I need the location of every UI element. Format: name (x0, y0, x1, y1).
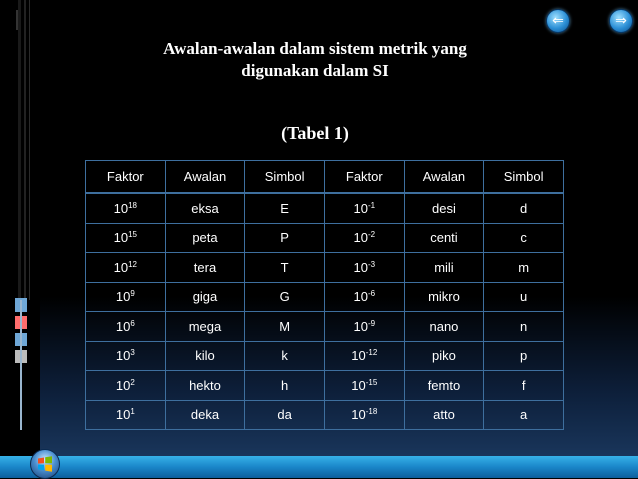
factor-cell: $10^9$ (86, 282, 166, 312)
symbol-cell: a (484, 400, 564, 430)
symbol-cell: P (245, 223, 325, 253)
table-row (86, 371, 564, 401)
prefix-cell: mikro (404, 282, 484, 312)
header-symbol-2: Simbol (484, 161, 564, 194)
header-factor-1: Faktor (86, 161, 166, 194)
table-row (86, 341, 564, 371)
prefix-cell: centi (404, 223, 484, 253)
header-symbol-1: Simbol (245, 161, 325, 194)
taskbar (0, 456, 638, 478)
factor-cell: $10^2$ (86, 371, 166, 401)
prefix-cell: mega (165, 312, 245, 342)
slide-title (110, 38, 520, 82)
table-row (86, 253, 564, 283)
factor-cell: $10^{15}$ (86, 223, 166, 253)
symbol-cell: p (484, 341, 564, 371)
table-caption: (Tabel 1) (281, 123, 349, 143)
symbol-cell: M (245, 312, 325, 342)
table-row (86, 282, 564, 312)
symbol-cell: E (245, 193, 325, 223)
slide-title-line1: Awalan-awalan dalam sistem metrik yang (163, 39, 467, 58)
symbol-cell: G (245, 282, 325, 312)
prefix-cell: eksa (165, 193, 245, 223)
symbol-cell: n (484, 312, 564, 342)
prefix-cell: mili (404, 253, 484, 283)
factor-cell: $10^{18}$ (86, 193, 166, 223)
table-row (86, 312, 564, 342)
factor-cell: $10^3$ (86, 341, 166, 371)
factor-cell: $10^{-6}$ (324, 282, 404, 312)
factor-cell: $10^{-3}$ (324, 253, 404, 283)
prefix-cell: deka (165, 400, 245, 430)
symbol-cell: h (245, 371, 325, 401)
prefix-cell: piko (404, 341, 484, 371)
prefix-cell: femto (404, 371, 484, 401)
table-row (86, 400, 564, 430)
prefix-cell: nano (404, 312, 484, 342)
prefix-cell: peta (165, 223, 245, 253)
factor-cell: $10^{-1}$ (324, 193, 404, 223)
metric-prefix-table (85, 160, 564, 430)
start-button[interactable] (30, 449, 60, 479)
prefix-cell: tera (165, 253, 245, 283)
decorative-left-bars (0, 0, 40, 478)
prev-slide-icon: ⇐ (552, 13, 564, 29)
factor-cell: $10^{-2}$ (324, 223, 404, 253)
prefix-cell: atto (404, 400, 484, 430)
factor-cell: $10^{-15}$ (324, 371, 404, 401)
next-slide-button[interactable] (609, 9, 633, 33)
table-body (86, 193, 564, 430)
symbol-cell: m (484, 253, 564, 283)
next-slide-icon: ⇒ (615, 13, 627, 29)
header-factor-2: Faktor (324, 161, 404, 194)
symbol-cell: T (245, 253, 325, 283)
prefix-cell: kilo (165, 341, 245, 371)
table-row (86, 193, 564, 223)
factor-cell: $10^{-12}$ (324, 341, 404, 371)
slide-title-line2: digunakan dalam SI (241, 61, 389, 80)
header-prefix-2: Awalan (404, 161, 484, 194)
factor-cell: $10^6$ (86, 312, 166, 342)
table-row (86, 223, 564, 253)
symbol-cell: c (484, 223, 564, 253)
factor-cell: $10^{-18}$ (324, 400, 404, 430)
factor-cell: $10^{-9}$ (324, 312, 404, 342)
prefix-cell: desi (404, 193, 484, 223)
windows-start-icon (37, 456, 53, 472)
symbol-cell: k (245, 341, 325, 371)
table-header-row (86, 161, 564, 194)
symbol-cell: d (484, 193, 564, 223)
prev-slide-button[interactable] (546, 9, 570, 33)
symbol-cell: f (484, 371, 564, 401)
prefix-cell: hekto (165, 371, 245, 401)
factor-cell: $10^{12}$ (86, 253, 166, 283)
symbol-cell: da (245, 400, 325, 430)
factor-cell: $10^1$ (86, 400, 166, 430)
symbol-cell: u (484, 282, 564, 312)
header-prefix-1: Awalan (165, 161, 245, 194)
prefix-cell: giga (165, 282, 245, 312)
